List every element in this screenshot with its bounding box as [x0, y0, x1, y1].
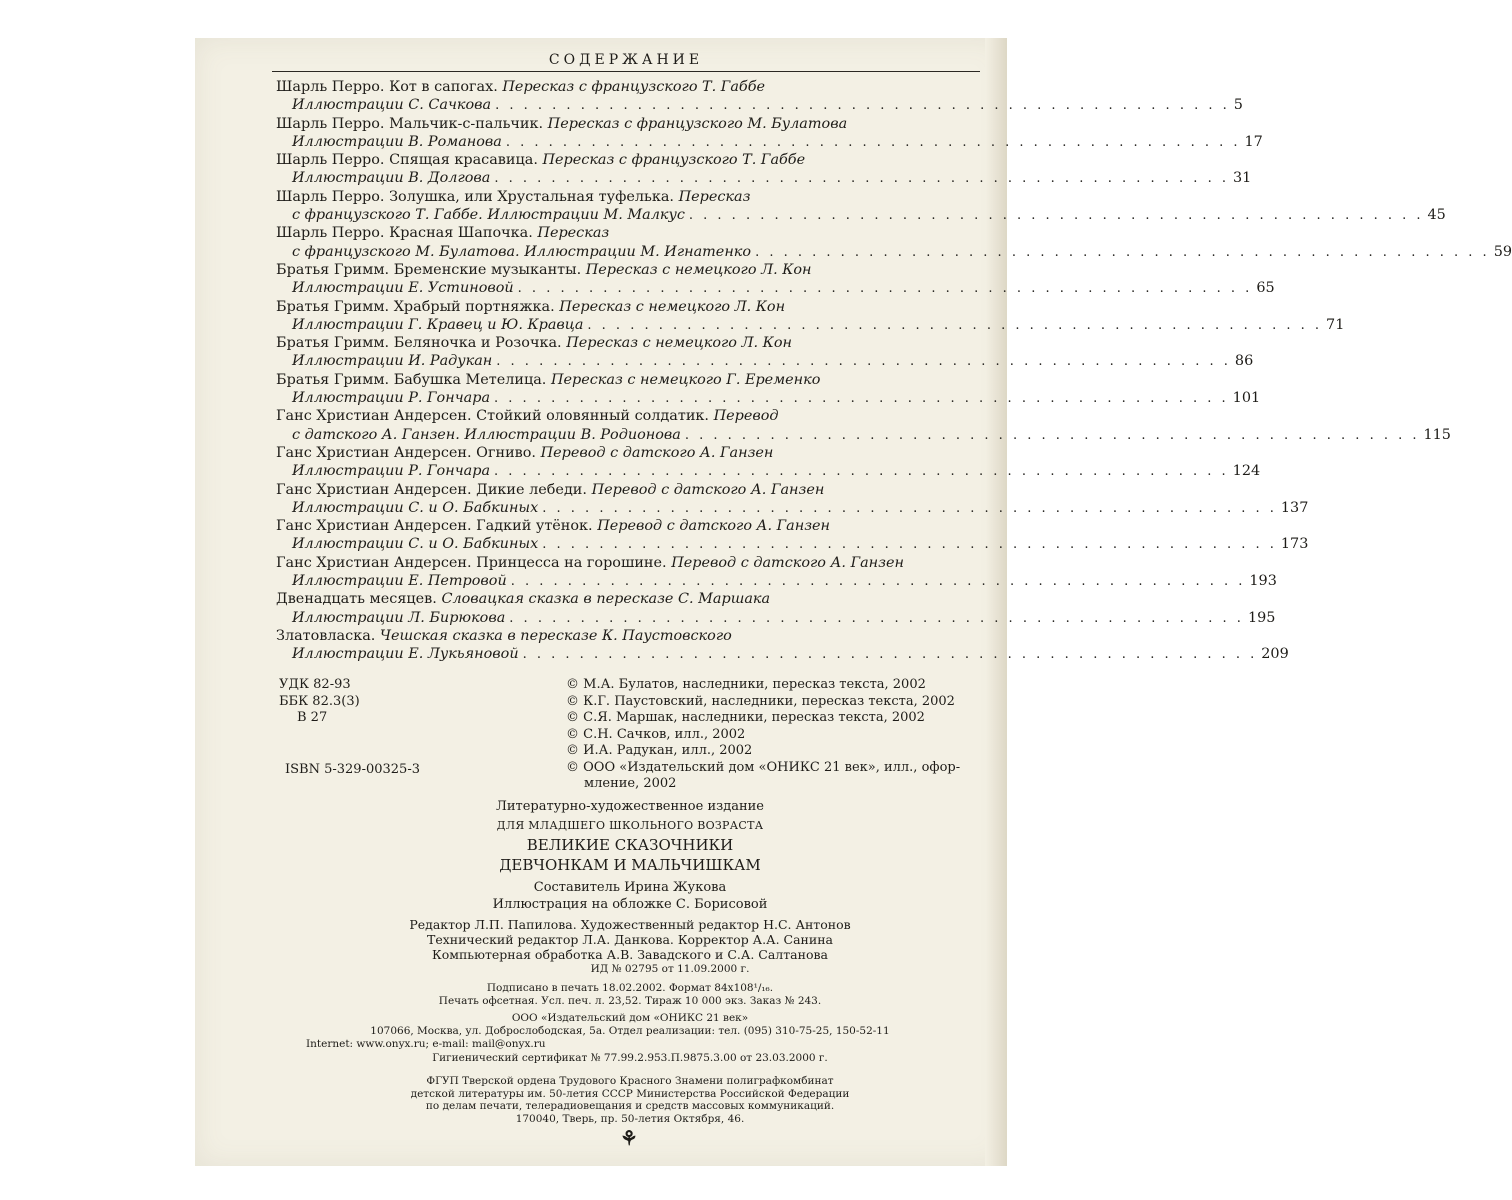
toc-entry: [276, 224, 1512, 261]
publisher-details: [276, 1012, 984, 1051]
toc-entry: [276, 371, 1261, 408]
toc-page-number: 86: [1234, 353, 1254, 370]
toc-entry-line: [276, 462, 1261, 481]
toc-title: Золушка, или Хрустальная туфелька.: [389, 188, 674, 205]
toc-title: Красная Шапочка.: [389, 225, 533, 242]
page-title: СОДЕРЖАНИЕ: [548, 52, 704, 68]
toc-illustrator: Иллюстрации Е. Лукьяновой: [292, 646, 519, 663]
printer-line: детской литературы им. 50-летия СССР Министерства Российской Федерации: [410, 1087, 850, 1100]
publisher-line: 107066, Москва, ул. Доброслободская, 5а. Отдел реализации: тел. (095) 310-75-25, 150-52-11: [370, 1025, 890, 1037]
toc-leader-dots: . . . . . . . . . . . . . . . . . . . . . . . . . . . . . . . . . . . . . . . . . . . . . . . . . . . .: [755, 244, 1490, 260]
toc-author: Златовласка.: [276, 627, 376, 644]
toc-page-number: 59: [1493, 243, 1512, 260]
toc-entry-line: [276, 169, 1252, 188]
toc-author: Братья Гримм.: [276, 335, 390, 352]
toc-entry-line: [276, 426, 1451, 445]
toc-entry: [276, 298, 1345, 335]
toc-entry-line: [276, 316, 1345, 335]
classification-codes: [279, 677, 360, 727]
toc-author: Ганс Христиан Андерсен.: [276, 481, 472, 498]
toc-entry-line: [276, 444, 980, 462]
toc-leader-dots: . . . . . . . . . . . . . . . . . . . . . . . . . . . . . . . . . . . . . . . . . . . . . . . . . . . .: [505, 134, 1241, 150]
toc-leader-dots: . . . . . . . . . . . . . . . . . . . . . . . . . . . . . . . . . . . . . . . . . . . . . . . . . . . .: [494, 171, 1229, 187]
toc-author: Ганс Христиан Андерсен.: [276, 408, 472, 425]
toc-illustrator: Иллюстрации Р. Гончара: [292, 390, 491, 407]
editors-line: Редактор Л.П. Папилова. Художественный редактор Н.С. Антонов: [409, 917, 851, 932]
toc-entry-line: [276, 96, 1243, 115]
toc-entry: [276, 517, 1309, 554]
toc-leader-dots: . . . . . . . . . . . . . . . . . . . . . . . . . . . . . . . . . . . . . . . . . . . . . . . . . . . .: [494, 464, 1229, 480]
toc-page-number: 31: [1232, 170, 1252, 187]
toc-illustrator: Иллюстрации В. Долгова: [292, 170, 491, 187]
toc-author: Двенадцать месяцев.: [276, 591, 437, 608]
toc-translation: Чешская сказка в пересказе К. Паустовского: [379, 627, 732, 644]
toc-page-number: 124: [1232, 463, 1261, 480]
toc-entry-line: [276, 554, 980, 572]
toc-translation: Словацкая сказка в пересказе С. Маршака: [441, 591, 771, 608]
toc-author: Братья Гримм.: [276, 261, 390, 278]
print-line: Печать офсетная. Усл. печ. л. 23,52. Тираж 10 000 экз. Заказ № 243.: [438, 995, 822, 1007]
toc-leader-dots: . . . . . . . . . . . . . . . . . . . . . . . . . . . . . . . . . . . . . . . . . . . . . . . . . . . .: [494, 391, 1229, 407]
toc-entry-line: [276, 352, 1254, 371]
copyright-line: мление, 2002: [584, 776, 677, 791]
toc-entry: [276, 590, 1276, 627]
toc-illustrator: Иллюстрации И. Радукан: [292, 353, 493, 370]
toc-translation: Перевод: [713, 408, 779, 425]
toc-translation: Пересказ: [678, 188, 751, 205]
toc-illustrator: Иллюстрации Г. Кравец и Ю. Кравца: [292, 316, 584, 333]
author-mark: В 27: [297, 710, 328, 725]
toc-illustrator: с французского Т. Габбе. Иллюстрации М. Малкус: [292, 207, 685, 224]
toc-leader-dots: . . . . . . . . . . . . . . . . . . . . . . . . . . . . . . . . . . . . . . . . . . . . . . . . . . . .: [522, 647, 1258, 663]
book-title: ДЕВЧОНКАМ И МАЛЬЧИШКАМ: [499, 856, 761, 874]
toc-leader-dots: . . . . . . . . . . . . . . . . . . . . . . . . . . . . . . . . . . . . . . . . . . . . . . . . . . . .: [542, 500, 1277, 516]
hygiene-certificate: Гигиенический сертификат № 77.99.2.953.П.9875.3.00 от 23.03.2000 г.: [432, 1052, 828, 1064]
editors-line: Технический редактор Л.А. Данкова. Корректор А.А. Санина: [426, 932, 834, 947]
copyright-line: © ООО «Издательский дом «ОНИКС 21 век», илл., офор-: [566, 759, 961, 775]
printer-line: ФГУП Тверской ордена Трудового Красного Знамени полиграфкомбинат: [426, 1075, 834, 1087]
toc-entry-line: [276, 499, 1309, 518]
toc-entry-line: [276, 371, 980, 389]
toc-leader-dots: . . . . . . . . . . . . . . . . . . . . . . . . . . . . . . . . . . . . . . . . . . . . . . . . . . . .: [496, 354, 1231, 370]
printer-logo-icon: ⚘: [620, 1126, 638, 1150]
toc-illustrator: с французского М. Булатова. Иллюстрации М. Игнатенко: [292, 243, 752, 260]
copyright-line: © И.А. Радукан, илл., 2002: [566, 743, 753, 758]
toc-entry-line: [276, 188, 980, 206]
series-title: ВЕЛИКИЕ СКАЗОЧНИКИ: [526, 836, 734, 854]
toc-title: Мальчик-с-пальчик.: [389, 115, 544, 132]
toc-page-number: 209: [1261, 646, 1289, 663]
toc-title: Стойкий оловянный солдатик.: [476, 408, 709, 425]
toc-entry-line: [276, 627, 980, 645]
toc-illustrator: Иллюстрации Л. Бирюкова: [292, 609, 506, 626]
toc-title: Беляночка и Розочка.: [393, 335, 562, 352]
toc-illustrator: с датского А. Ганзен. Иллюстрации В. Родионова: [292, 426, 681, 443]
toc-leader-dots: . . . . . . . . . . . . . . . . . . . . . . . . . . . . . . . . . . . . . . . . . . . . . . . . . . . .: [542, 537, 1277, 553]
toc-leader-dots: . . . . . . . . . . . . . . . . . . . . . . . . . . . . . . . . . . . . . . . . . . . . . . . . . . . .: [587, 317, 1323, 333]
toc-translation: Перевод с датского А. Ганзен: [671, 554, 905, 571]
age-group: ДЛЯ МЛАДШЕГО ШКОЛЬНОГО ВОЗРАСТА: [496, 819, 764, 832]
editors-line: Компьютерная обработка А.В. Завадского и С.А. Салтанова: [432, 947, 828, 962]
toc-entry: [276, 481, 1309, 518]
toc-entry-line: [276, 407, 980, 425]
udk-code: УДК 82-93: [279, 677, 351, 692]
toc-leader-dots: . . . . . . . . . . . . . . . . . . . . . . . . . . . . . . . . . . . . . . . . . . . . . . . . . . . .: [510, 574, 1246, 590]
toc-author: Шарль Перро.: [276, 152, 385, 169]
toc-entry-line: [276, 389, 1261, 408]
toc-illustrator: Иллюстрации Р. Гончара: [292, 463, 491, 480]
toc-author: Ганс Христиан Андерсен.: [276, 444, 472, 461]
toc-entry: [276, 261, 1275, 298]
toc-entry: [276, 407, 1451, 444]
editors: [276, 917, 984, 962]
print-details: [276, 982, 984, 1008]
toc-entry-line: [276, 243, 1512, 262]
copyright-line: © С.Н. Сачков, илл., 2002: [566, 726, 746, 742]
toc-entry-line: [276, 206, 1446, 225]
toc-entry-line: [276, 151, 980, 169]
toc-title: Спящая красавица.: [389, 152, 538, 169]
copyright-line: © С.Я. Маршак, наследники, пересказ текста, 2002: [566, 710, 925, 725]
toc-page-number: 137: [1280, 499, 1309, 516]
bbk-code: ББК 82.3(3): [279, 693, 360, 709]
copyright-line: © М.А. Булатов, наследники, пересказ текста, 2002: [566, 677, 926, 692]
toc-entry: [276, 444, 1261, 481]
toc-title: Гадкий утёнок.: [476, 518, 593, 535]
toc-translation: Пересказ с немецкого Л. Кон: [585, 261, 812, 278]
toc-entry-line: [276, 115, 980, 133]
toc-illustrator: Иллюстрации С. Сачкова: [292, 97, 492, 114]
toc-title: Принцесса на горошине.: [476, 554, 667, 571]
toc-page-number: 115: [1423, 426, 1451, 443]
toc-translation: Пересказ: [537, 225, 610, 242]
toc-author: Братья Гримм.: [276, 298, 390, 315]
toc-leader-dots: . . . . . . . . . . . . . . . . . . . . . . . . . . . . . . . . . . . . . . . . . . . . . . . . . . . .: [509, 610, 1244, 626]
toc-entry: [276, 334, 1254, 371]
toc-translation: Перевод с датского А. Ганзен: [597, 518, 831, 535]
toc-entry-line: [276, 224, 980, 242]
toc-title: Бременские музыканты.: [393, 261, 582, 278]
toc-author: Шарль Перро.: [276, 115, 385, 132]
compiler: Составитель Ирина Жукова: [533, 880, 727, 895]
toc-entry-line: [276, 78, 980, 96]
toc-illustrator: Иллюстрации В. Романова: [292, 133, 502, 150]
toc-entry: [276, 78, 1243, 115]
toc-title: Бабушка Метелица.: [393, 371, 547, 388]
printer-line: 170040, Тверь, пр. 50-летия Октября, 46.: [515, 1112, 745, 1125]
toc-author: Шарль Перро.: [276, 188, 385, 205]
toc-page-number: 17: [1244, 133, 1263, 150]
toc-title: Кот в сапогах.: [389, 79, 498, 95]
toc-page-number: 173: [1280, 536, 1309, 553]
toc-entry-line: [276, 334, 980, 352]
toc-page-number: 45: [1427, 207, 1446, 224]
toc-entry-line: [276, 481, 980, 499]
toc-entry-line: [276, 572, 1277, 591]
license: ИД № 02795 от 11.09.2000 г.: [590, 963, 750, 975]
printer-line: по делам печати, телерадиовещания и средств массовых коммуникаций.: [425, 1100, 835, 1112]
toc-title: Огниво.: [476, 444, 537, 461]
toc-translation: Пересказ с французского Т. Габбе: [502, 79, 765, 95]
toc-translation: Перевод с датского А. Ганзен: [591, 481, 825, 498]
toc-author: Братья Гримм.: [276, 371, 390, 388]
publisher-line: Internet: www.onyx.ru; e-mail: mail@onyx.ru: [306, 1038, 546, 1050]
edition-type: Литературно-художественное издание: [496, 799, 764, 814]
printer-details: [276, 1075, 984, 1125]
toc-entry: [276, 151, 1252, 188]
header-rule: [272, 71, 980, 72]
table-of-contents: [276, 78, 1512, 664]
toc-page-number: 71: [1326, 316, 1345, 333]
toc-entry-line: [276, 298, 980, 316]
print-line: Подписано в печать 18.02.2002. Формат 84x108¹/₁₆.: [486, 982, 774, 994]
toc-entry-line: [276, 590, 980, 608]
toc-translation: Пересказ с немецкого Л. Кон: [566, 335, 792, 352]
toc-entry-line: [276, 279, 1275, 298]
toc-leader-dots: . . . . . . . . . . . . . . . . . . . . . . . . . . . . . . . . . . . . . . . . . . . . . . . . . . . .: [684, 427, 1420, 443]
toc-entry-line: [276, 133, 1263, 152]
toc-author: Ганс Христиан Андерсен.: [276, 518, 472, 535]
toc-page-number: 195: [1247, 609, 1276, 626]
toc-page-number: 5: [1233, 97, 1243, 114]
isbn: ISBN 5-329-00325-3: [285, 762, 420, 777]
toc-author: Ганс Христиан Андерсен.: [276, 554, 472, 571]
toc-entry: [276, 627, 1289, 664]
toc-title: Храбрый портняжка.: [393, 298, 555, 315]
toc-entry-line: [276, 261, 980, 279]
toc-translation: Пересказ с французского Т. Габбе: [542, 152, 806, 169]
toc-author: Шарль Перро.: [276, 225, 385, 242]
toc-entry: [276, 115, 1263, 152]
toc-entry: [276, 188, 1446, 225]
toc-title: Дикие лебеди.: [476, 481, 587, 498]
toc-translation: Пересказ с французского М. Булатова: [547, 115, 848, 132]
toc-translation: Пересказ с немецкого Г. Еременко: [550, 371, 821, 388]
toc-leader-dots: . . . . . . . . . . . . . . . . . . . . . . . . . . . . . . . . . . . . . . . . . . . . . . . . . . . .: [517, 281, 1253, 297]
toc-leader-dots: . . . . . . . . . . . . . . . . . . . . . . . . . . . . . . . . . . . . . . . . . . . . . . . . . . . .: [495, 98, 1230, 114]
toc-page-number: 101: [1232, 390, 1261, 407]
cover-illustration: Иллюстрация на обложке С. Борисовой: [492, 897, 768, 912]
toc-illustrator: Иллюстрации Е. Устиновой: [292, 280, 514, 297]
toc-author: Шарль Перро.: [276, 79, 385, 95]
publisher-line: ООО «Издательский дом «ОНИКС 21 век»: [511, 1012, 749, 1024]
toc-leader-dots: . . . . . . . . . . . . . . . . . . . . . . . . . . . . . . . . . . . . . . . . . . . . . . . . . . . .: [688, 208, 1424, 224]
toc-page-number: 65: [1256, 280, 1275, 297]
toc-entry-line: [276, 535, 1309, 554]
toc-entry-line: [276, 645, 1289, 664]
toc-illustrator: Иллюстрации Е. Петровой: [292, 573, 507, 590]
copyright-line: © К.Г. Паустовский, наследники, пересказ текста, 2002: [566, 693, 955, 709]
copyright-list: [566, 677, 986, 793]
toc-entry: [276, 554, 1277, 591]
toc-illustrator: Иллюстрации С. и О. Бабкиных: [292, 536, 539, 553]
toc-entry-line: [276, 517, 980, 535]
toc-illustrator: Иллюстрации С. и О. Бабкиных: [292, 499, 539, 516]
toc-page-number: 193: [1249, 573, 1277, 590]
toc-translation: Пересказ с немецкого Л. Кон: [559, 298, 786, 315]
toc-translation: Перевод с датского А. Ганзен: [540, 444, 774, 461]
toc-entry-line: [276, 609, 1276, 628]
